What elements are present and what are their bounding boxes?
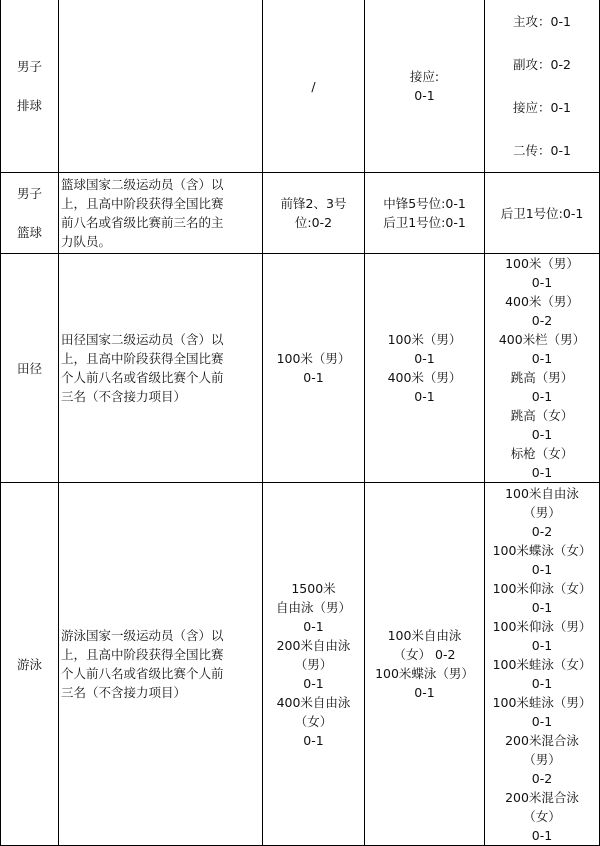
cell-line: 0-1 [531,637,553,653]
cell-line: 自由泳（男） [275,599,351,615]
cell-line: 游泳 [16,656,42,672]
cell-line: （女） [294,713,333,729]
cell-line: 上，且高中阶段获得全国比赛 [61,647,224,662]
cell-line: 个人前八名或省级比赛个人前 [61,370,224,385]
quota-cell-col5 [485,173,600,254]
cell-line: 400米栏（男） [498,332,586,347]
cell-line: 0-1 [303,618,324,634]
quota-cell-col5 [485,0,600,173]
cell-line: 男子 [16,186,42,201]
cell-line: 0-1 [414,389,435,404]
quota-cell-col3 [263,254,365,483]
cell-line: 三名（不含接力项目） [61,389,187,404]
cell-line: 后卫1号位:0-1 [500,205,584,221]
cell-line: 后卫1号位:0-1 [383,215,466,230]
cell-line: 男子 [16,59,42,74]
requirement-cell [59,0,263,173]
cell-line: 0-2 [531,523,553,539]
cell-line: / [311,78,316,94]
cell-line: 200米混合泳 [505,789,579,805]
cell-line: 100米仰泳（男） [492,618,592,634]
cell-line: 0-1 [414,88,435,103]
cell-line: 上，且高中阶段获得全国比赛 [61,196,224,211]
cell-line: 个人前八名或省级比赛个人前 [61,666,224,681]
quota-cell-col3 [263,173,365,254]
cell-line: 0-1 [531,561,553,577]
cell-line: 田径国家二级运动员（含）以 [61,332,224,347]
cell-line: 100米蝶泳（女） [492,542,592,558]
cell-line: 100米（男） [276,351,351,366]
table-row [1,254,600,483]
cell-line: 0-1 [531,389,553,404]
cell-line: 主攻：0-1 [513,14,571,29]
cell-line: 力队员。 [61,234,112,249]
quota-cell-col4 [365,254,485,483]
cell-line: 游泳国家一级运动员（含）以 [61,628,224,643]
cell-line: （男） [523,504,561,520]
cell-line: 100米蝶泳（男） [375,666,474,681]
cell-line: 400米自由泳 [276,694,351,710]
cell-line: 0-1 [303,732,324,748]
cell-line: 200米混合泳 [505,732,579,748]
quota-cell-col5 [485,254,600,483]
cell-line: 0-1 [531,427,553,442]
cell-line: 0-1 [414,685,435,700]
sport-cell [1,483,59,846]
cell-line: 二传：0-1 [513,143,571,158]
cell-line: 200米自由泳 [276,637,351,653]
cell-line: 400米（男） [505,294,579,309]
cell-line: 接应: [409,69,440,84]
cell-line: 100米仰泳（女） [492,580,592,596]
table-row [1,483,600,846]
quota-cell-col3 [263,483,365,846]
sport-cell [1,0,59,173]
cell-line: 1500米 [291,580,336,596]
cell-line: 0-1 [303,675,324,691]
cell-line: 100米蛙泳（男） [492,694,592,710]
cell-line: 篮球国家二级运动员（含）以 [61,177,224,192]
cell-line: 接应：0-1 [513,100,571,115]
cell-line: （男） [523,751,561,767]
sport-cell [1,254,59,483]
quota-cell-col5 [485,483,600,846]
cell-line: 副攻：0-2 [513,57,571,72]
cell-line: 排球 [16,98,42,113]
cell-line: 400米（男） [387,370,462,385]
cell-line: 前锋2、3号 [280,196,347,211]
cell-line: 0-1 [531,275,553,290]
cell-line: 前八名或省级比赛前三名的主 [61,215,224,230]
table-row [1,0,600,173]
requirement-cell [59,173,263,254]
cell-line: 0-1 [531,675,553,691]
cell-line: （男） [294,656,333,672]
cell-line: 上，且高中阶段获得全国比赛 [61,351,224,366]
cell-line: 0-1 [531,713,553,729]
quota-cell-col3 [263,0,365,173]
sport-cell [1,173,59,254]
cell-line: 跳高（男） [510,370,574,385]
cell-line: 0-1 [531,465,553,480]
cell-line: 田径 [16,360,42,376]
cell-line: 0-2 [531,770,553,786]
table-row [1,173,600,254]
cell-line: 篮球 [16,225,42,240]
cell-line: 100米蛙泳（女） [492,656,592,672]
quota-cell-col4 [365,0,485,173]
requirement-cell [59,254,263,483]
requirement-cell [59,483,263,846]
cell-line: 0-2 [531,313,553,328]
cell-line: 三名（不含接力项目） [61,685,187,700]
quota-cell-col4 [365,173,485,254]
cell-line: 0-1 [531,827,553,843]
cell-line: 0-1 [531,599,553,615]
cell-line: 0-1 [414,351,435,366]
quota-cell-col4 [365,483,485,846]
cell-line: 0-1 [303,370,324,385]
cell-line: 100米自由泳 [505,485,579,501]
cell-line: 0-1 [531,351,553,366]
cell-line: 100米（男） [387,332,462,347]
cell-line: （女） 0-2 [393,647,456,662]
cell-line: 100米（男） [505,256,579,271]
cell-line: 标枪（女） [510,446,574,461]
cell-line: （女） [523,808,561,824]
cell-line: 位:0-2 [294,215,333,230]
cell-line: 跳高（女） [510,408,574,423]
cell-line: 100米自由泳 [387,628,462,643]
cell-line: 中锋5号位:0-1 [383,196,466,211]
